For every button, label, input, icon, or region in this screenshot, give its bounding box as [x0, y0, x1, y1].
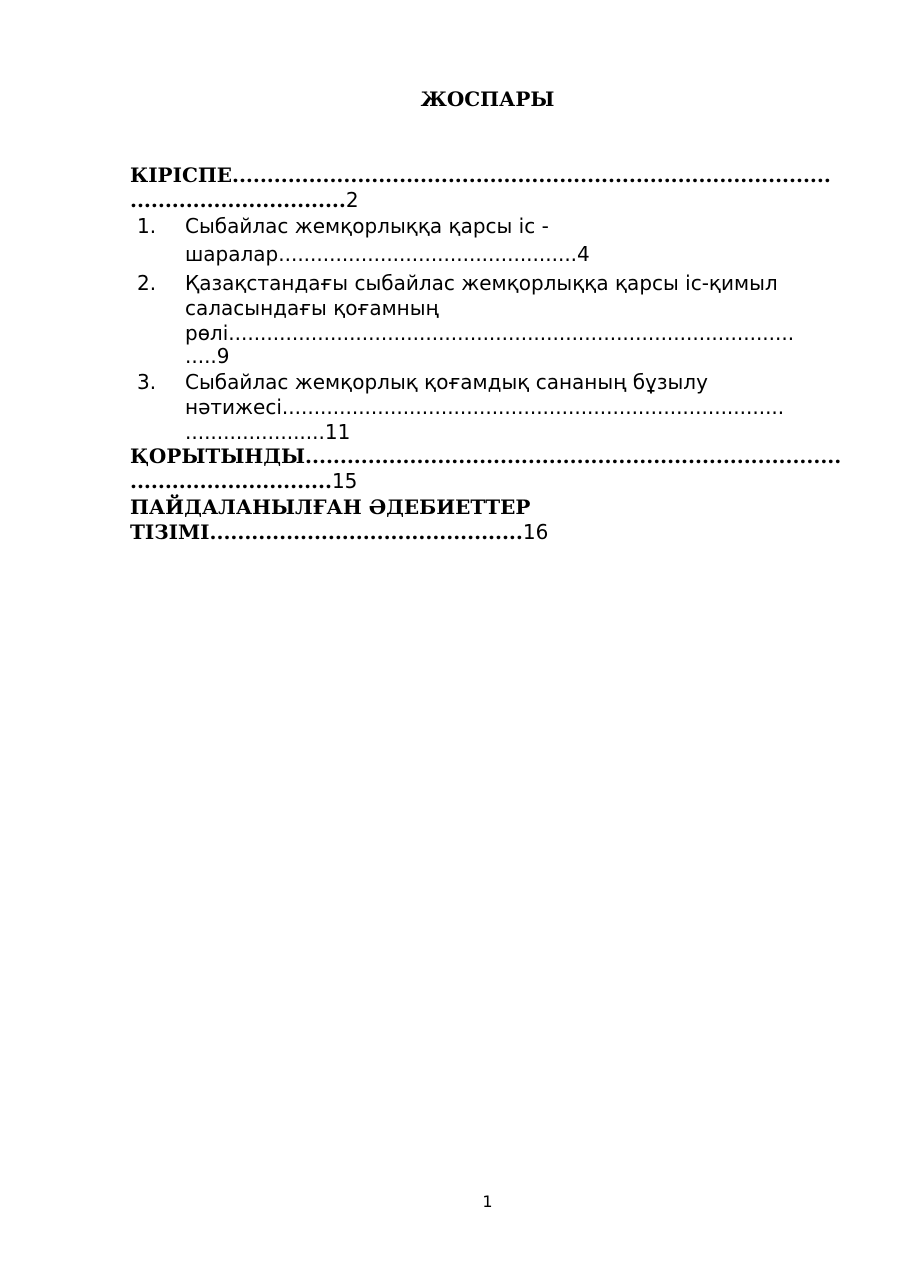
toc-intro-line2 — [130, 187, 359, 213]
toc-item-3-line1: Сыбайлас жемқорлық қоғамдық сананың бұзылу — [185, 370, 708, 394]
toc-conclusion-page: 15 — [331, 469, 358, 493]
toc-item-2-line4: .....9 — [185, 344, 230, 368]
toc-references-title: ТІЗІМІ............................................. — [130, 520, 523, 544]
toc-conclusion-line1: ҚОРЫТЫНДЫ............................................................................. — [130, 444, 842, 468]
toc-conclusion-line2 — [130, 468, 357, 494]
toc-references-line2 — [130, 519, 548, 545]
page-number: 1 — [482, 1192, 493, 1211]
toc-item-2-line1: Қазақстандағы сыбайлас жемқорлыққа қарсы іс-қимыл — [185, 271, 778, 295]
toc-item-1-line1: Сыбайлас жемқорлыққа қарсы іс - — [185, 214, 549, 238]
toc-item-1-line2: шаралар...............................................4 — [185, 242, 590, 266]
toc-intro-line1: КІРІСПЕ...................................................................................... — [130, 163, 831, 187]
toc-item-2-number: 2. — [137, 271, 157, 295]
toc-references-page: 16 — [522, 520, 549, 544]
toc-item-1-number: 1. — [137, 214, 157, 238]
page-title: ЖОСПАРЫ — [420, 87, 555, 111]
toc-intro-page: 2 — [345, 188, 359, 212]
toc-conclusion-dots: ............................. — [130, 469, 332, 493]
toc-item-3-line2: нәтижесі............................................................................... — [185, 395, 785, 419]
toc-intro-dots: ............................... — [130, 188, 346, 212]
toc-item-2-line2: саласындағы қоғамның — [185, 296, 439, 320]
toc-item-2-line3: рөлі......................................................................................... — [185, 321, 795, 345]
toc-item-3-line3: ......................11 — [185, 420, 351, 444]
toc-item-3-number: 3. — [137, 370, 157, 394]
toc-references-line1: ПАЙДАЛАНЫЛҒАН ӘДЕБИЕТТЕР — [130, 495, 531, 519]
